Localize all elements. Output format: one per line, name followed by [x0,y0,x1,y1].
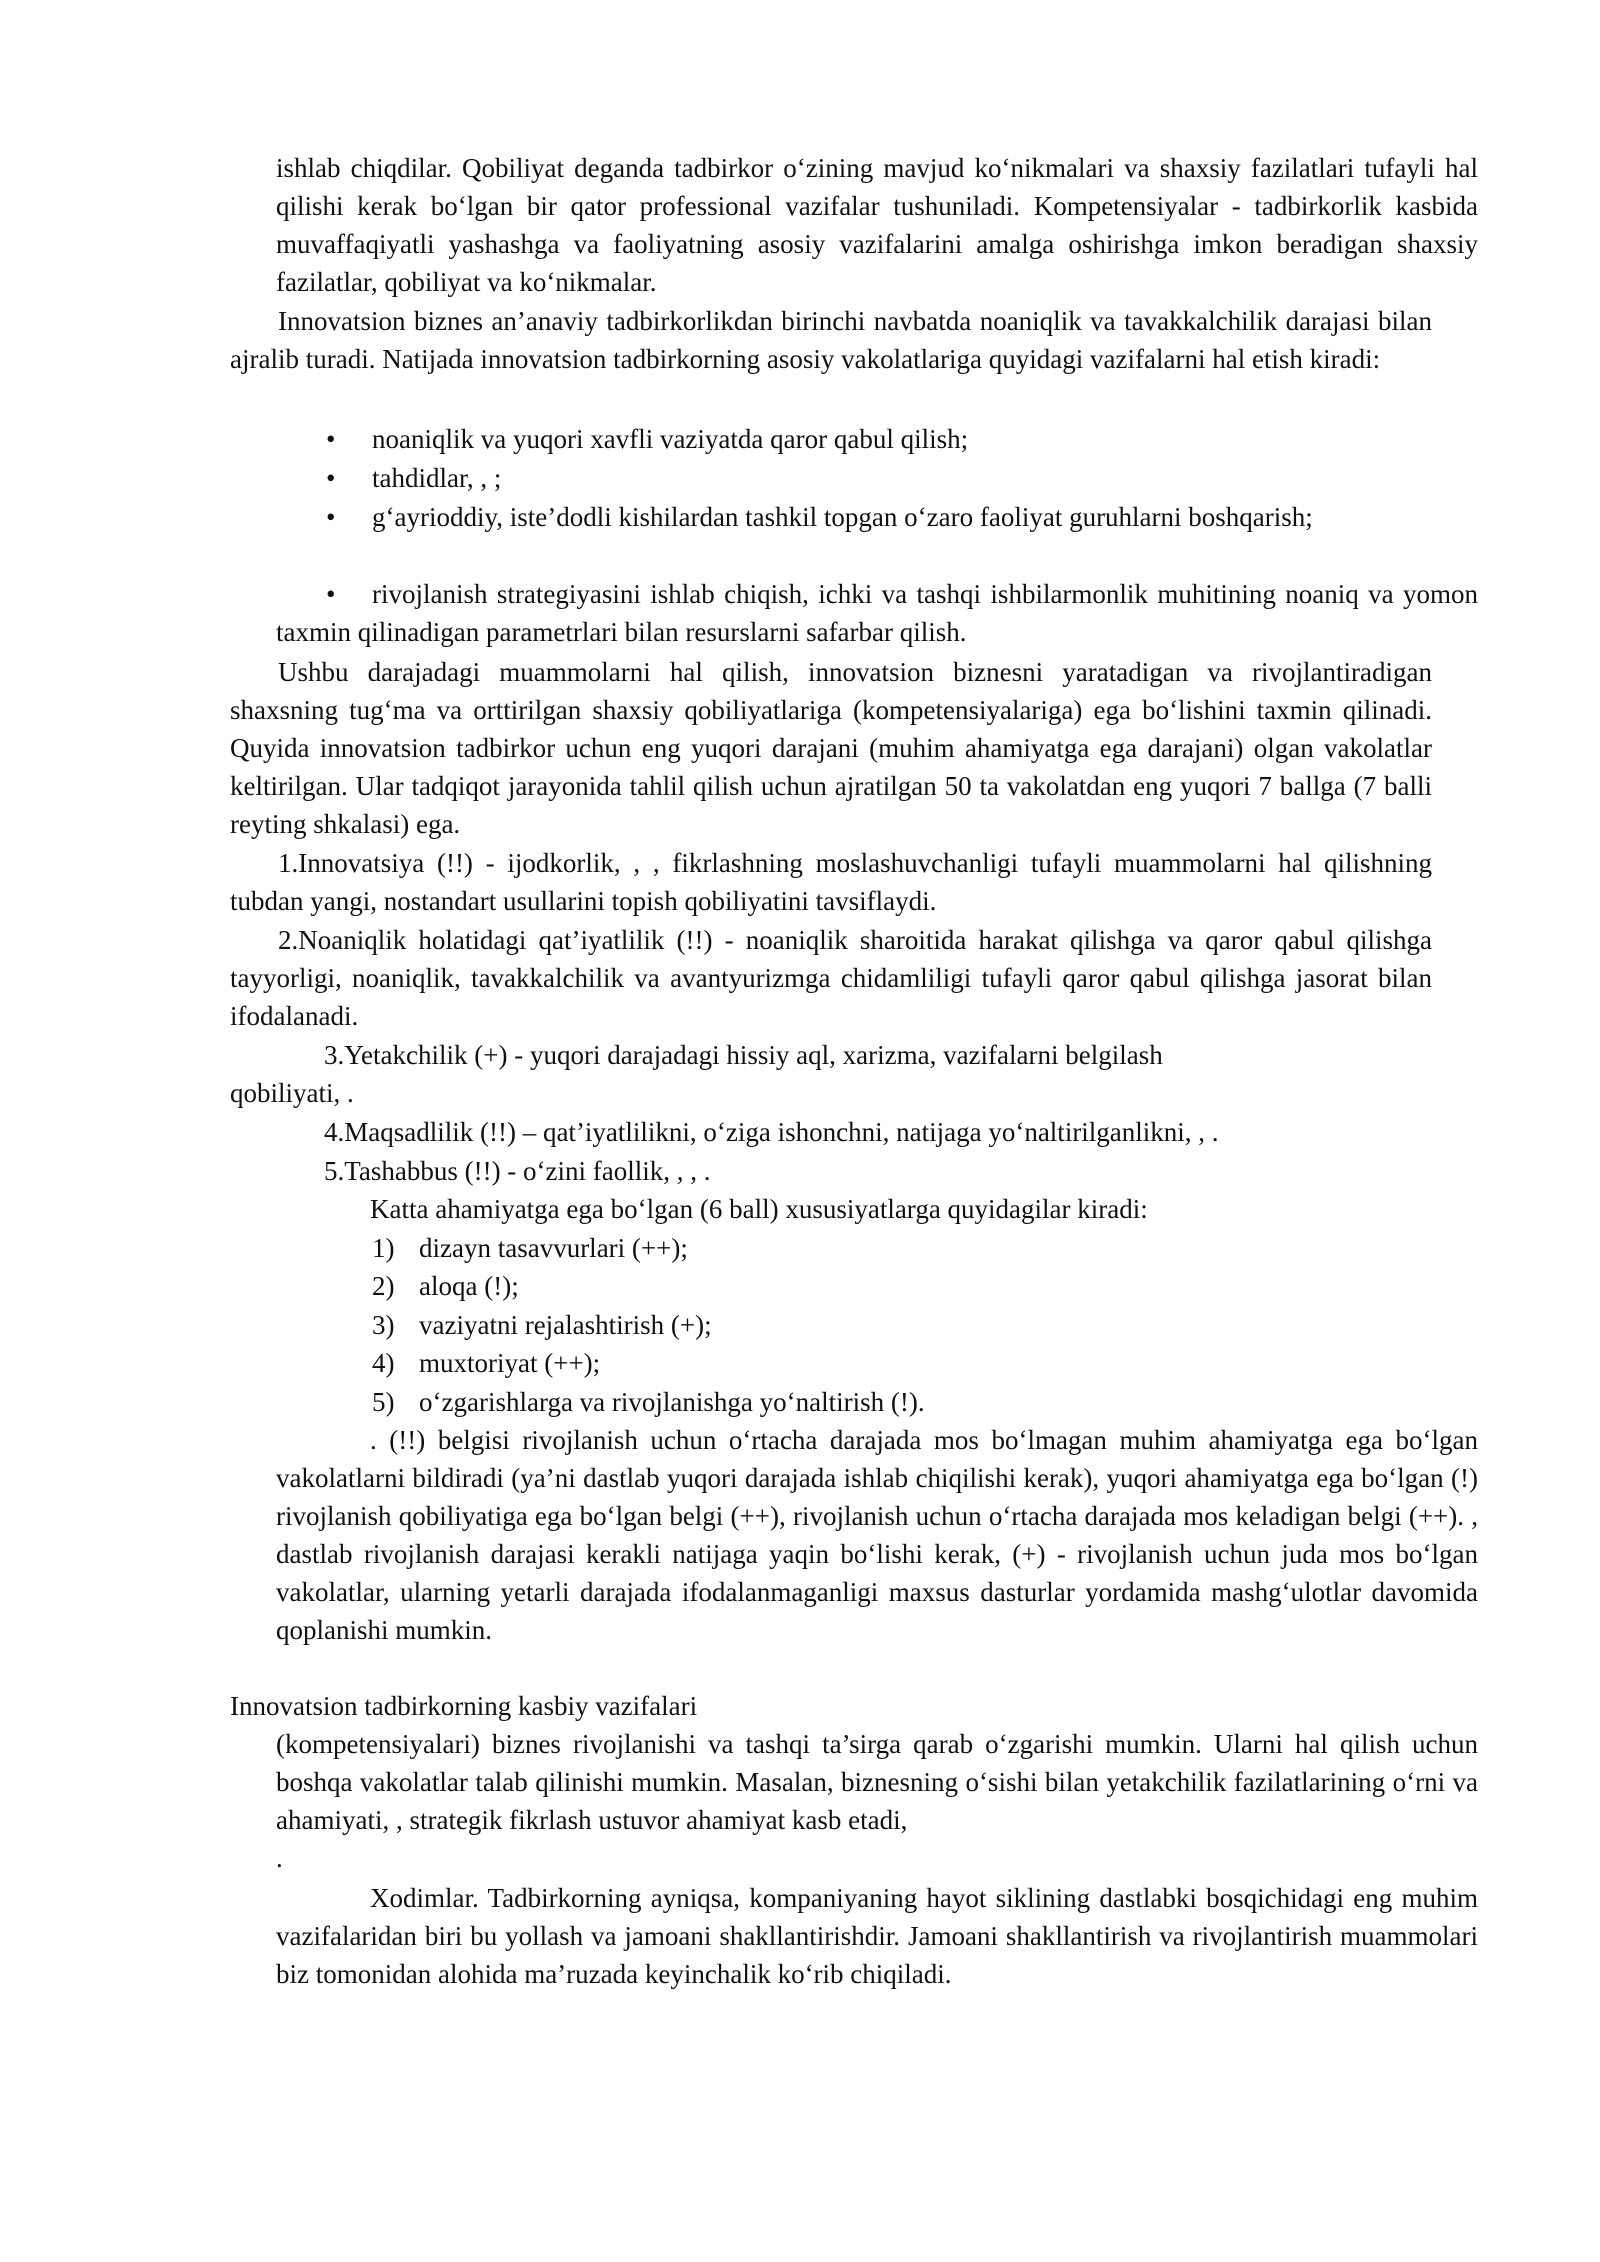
competency-item-1: 1.Innovatsiya (!!) - ijodkorlik, , , fikrlashning moslashuvchanligi tufayli muammolarni hal qilishning tubdan yangi, nostandart usullarini topish qobiliyatini tavsiflaydi. [230,848,1432,916]
item-text: vaziyatni rejalashtirish (+); [419,1310,712,1340]
item-text: aloqa (!); [419,1271,519,1301]
bullet-text: noaniqlik va yuqori xavfli vaziyatda qaror qabul qilish; [372,424,969,454]
numbered-item [372,1344,600,1382]
numbered-item [372,1229,688,1267]
paragraph-belgisi: . (!!) belgisi rivojlanish uchun o‘rtacha darajada mos bo‘lmagan muhim ahamiyatga ega bo‘lgan vakolatlarni bildiradi (ya’ni dastlab yuqori darajada ishlab chiqilishi kerak), yuqori ahamiyatga ega bo‘lgan (!) rivojlanish qobiliyatiga ega bo‘lgan belgi (++), rivojlanish uchun o‘rtacha darajada mos keladigan belgi (++). , dastlab rivojlanish darajasi kerakli natijaga yaqin bo‘lishi kerak, (+) - rivojlanish uchun juda mos bo‘lgan vakolatlar, ularning yetarli darajada ifodalanmaganligi maxsus dasturlar yordamida mashg‘ulotlar davomida qoplanishi mumkin. [276,1425,1478,1645]
competency-item-2: 2.Noaniqlik holatidagi qat’iyatlilik (!!) - noaniqlik sharoitida harakat qilishga va qaror qabul qilishga tayyorligi, noaniqlik, tavakkalchilik va avantyurizmga chidamliligi tufayli qaror qabul qilishga jasorat bilan ifodalanadi. [230,925,1432,1031]
paragraph-kompetensiya: (kompetensiyalari) biznes rivojlanishi va tashqi ta’sirga qarab o‘zgarishi mumkin. Ularni hal qilish uchun boshqa vakolatlar talab qilinishi mumkin. Masalan, biznesning o‘sishi bilan yetakchilik fazilatlarining o‘rni va ahamiyati, , strategik fikrlash ustuvor ahamiyat kasb etadi, [276,1729,1478,1835]
bullet-item [276,498,1478,536]
competency-item-3: 3.Yetakchilik (+) - yuqori darajadagi hissiy aql, xarizma, vazifalarni belgilash [324,1040,1163,1070]
paragraph-dot: . [276,1843,283,1873]
item-number: 2) [372,1271,395,1301]
competency-item-4: 4.Maqsadlilik (!!) – qat’iyatlilikni, o‘ziga ishonchni, natijaga yo‘naltirilganlikni, , . [324,1117,1219,1147]
bullet-text: g‘ayrioddiy, iste’dodli kishilardan tashkil topgan o‘zaro faoliyat guruhlarni boshqarish; [372,502,1313,532]
section-heading: Innovatsion tadbirkorning kasbiy vazifalari [230,1691,698,1721]
bullet-item [230,459,1432,497]
item-number: 3) [372,1310,395,1340]
competency-item-5: 5.Tashabbus (!!) - o‘zini faollik, , , . [324,1156,711,1186]
item-number: 1) [372,1233,395,1263]
competency-item-3-cont: qobiliyati, . [230,1078,354,1108]
numbered-item [372,1383,925,1421]
numbered-item [372,1306,712,1344]
bullet-item [230,420,1432,458]
bullet-marker: • [326,502,336,532]
bullet-marker: • [326,579,336,609]
bullet-marker: • [326,424,336,454]
item-text: muxtoriyat (++); [419,1348,601,1378]
paragraph-xodimlar: Xodimlar. Tadbirkorning ayniqsa, kompaniyaning hayot siklining dastlabki bosqichidagi eng muhim vazifalaridan biri bu yollash va jamoani shakllantirishdir. Jamoani shakllantirish va rivojlantirish muammolari biz tomonidan alohida ma’ruzada keyinchalik ko‘rib chiqiladi. [276,1883,1478,1989]
bullet-item [276,575,1478,651]
item-number: 5) [372,1387,395,1417]
paragraph-innovation: Innovatsion biznes an’anaviy tadbirkorlikdan birinchi navbatda noaniqlik va tavakkalchilik darajasi bilan ajralib turadi. Natijada innovatsion tadbirkorning asosiy vakolatlariga quyidagi vazifalarni hal etish kiradi: [230,306,1432,374]
item-number: 4) [372,1348,395,1378]
numbered-item [372,1267,519,1305]
paragraph-katta: Katta ahamiyatga ega bo‘lgan (6 ball) xususiyatlarga quyidagilar kiradi: [370,1194,1148,1224]
item-text: dizayn tasavvurlari (++); [419,1233,688,1263]
bullet-marker: • [326,463,336,493]
paragraph-intro: ishlab chiqdilar. Qobiliyat deganda tadbirkor o‘zining mavjud ko‘nikmalari va shaxsiy fazilatlari tufayli hal qilishi kerak bo‘lgan bir qator professional vazifalar tushuniladi. Kompetensiyalar - tadbirkorlik kasbida muvaffaqiyatli yashashga va faoliyatning asosiy vazifalarini amalga oshirishga imkon beradigan shaxsiy fazilatlar, qobiliyat va ko‘nikmalar. [276,153,1478,297]
item-text: o‘zgarishlarga va rivojlanishga yo‘naltirish (!). [419,1387,925,1417]
bullet-text: tahdidlar, , ; [372,463,502,493]
bullet-text: rivojlanish strategiyasini ishlab chiqish, ichki va tashqi ishbilarmonlik muhitining noaniq va yomon taxmin qilinadigan parametrlari bilan resurslarni safarbar qilish. [276,579,1478,647]
paragraph-ushbu: Ushbu darajadagi muammolarni hal qilish, innovatsion biznesni yaratadigan va rivojlantiradigan shaxsning tug‘ma va orttirilgan shaxsiy qobiliyatlariga (kompetensiyalariga) ega bo‘lishini taxmin qilinadi. Quyida innovatsion tadbirkor uchun eng yuqori darajani (muhim ahamiyatga ega darajani) olgan vakolatlar keltirilgan. Ular tadqiqot jarayonida tahlil qilish uchun ajratilgan 50 ta vakolatdan eng yuqori 7 ballga (7 balli reyting shkalasi) ega. [230,657,1432,839]
